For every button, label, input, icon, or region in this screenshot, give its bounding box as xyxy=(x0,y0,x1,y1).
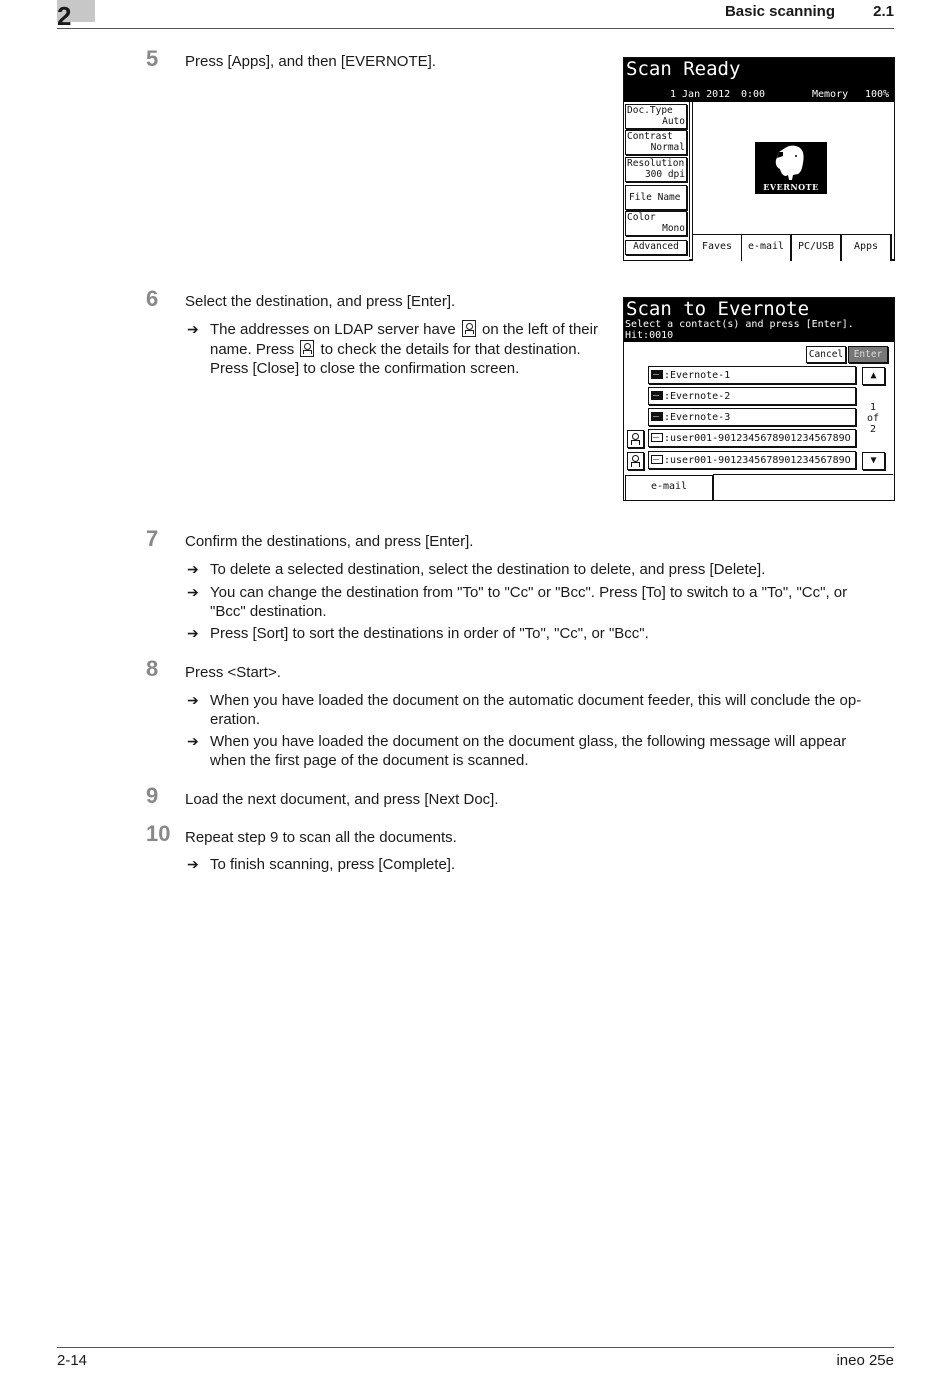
step-text: Load the next document, and press [Next Doc]. xyxy=(185,791,499,808)
bullet-fragment: on the left of their xyxy=(482,321,598,338)
evernote-app-button[interactable] xyxy=(755,142,827,194)
step-text: Confirm the destinations, and press [Enter]. xyxy=(185,533,474,550)
app-label: EVERNOTE xyxy=(763,182,819,192)
setting-label: Contrast xyxy=(627,131,673,142)
screen-time: 0:00 xyxy=(741,89,766,100)
bullet-fragment: to check the details for that destination. xyxy=(320,340,581,358)
setting-value: Normal xyxy=(650,142,685,153)
destination-label: :Evernote-2 xyxy=(664,391,731,402)
page-indicator xyxy=(862,402,884,435)
destination-item[interactable] xyxy=(648,366,856,384)
screen-title: Scan to Evernote xyxy=(626,298,810,320)
scan-to-evernote-screen xyxy=(623,297,895,501)
page-current: 1 xyxy=(869,402,877,413)
ldap-detail-button[interactable] xyxy=(627,430,644,448)
destination-label: :user001-901234567890123456789O xyxy=(664,433,851,444)
mail-icon xyxy=(651,433,663,442)
setting-value: 300 dpi xyxy=(644,169,685,180)
step-text: Select the destination, and press [Enter]. xyxy=(185,293,456,310)
step-text: Press <Start>. xyxy=(185,664,281,681)
mail-icon xyxy=(651,455,663,464)
step-text: Press [Apps], and then [EVERNOTE]. xyxy=(185,53,436,70)
bullet-arrow-icon: ➔ xyxy=(187,856,199,872)
step-number: 7 xyxy=(146,526,159,551)
memory-label: Memory xyxy=(812,89,849,100)
bullet-text: When you have loaded the document on the automatic document feeder, this will conclude the op- xyxy=(210,692,862,709)
bullet-arrow-icon: ➔ xyxy=(187,584,199,600)
header-rule xyxy=(57,28,894,29)
bullet-arrow-icon: ➔ xyxy=(187,625,199,641)
setting-label: Color xyxy=(627,212,656,223)
destination-label: :Evernote-1 xyxy=(664,370,731,381)
memory-value: 100% xyxy=(865,89,890,100)
ldap-detail-button[interactable] xyxy=(627,452,644,470)
cancel-button[interactable]: Cancel xyxy=(806,346,846,363)
step-number: 5 xyxy=(146,46,159,71)
setting-label: File Name xyxy=(629,192,681,203)
bullet-arrow-icon: ➔ xyxy=(187,321,199,337)
color-button[interactable] xyxy=(625,211,687,236)
person-icon xyxy=(462,320,476,337)
destination-item[interactable] xyxy=(648,429,856,447)
header-title: Basic scanning xyxy=(724,3,835,20)
page-total: 2 xyxy=(869,424,877,435)
step-number: 9 xyxy=(146,783,159,808)
bullet-fragment: The addresses on LDAP server have xyxy=(210,321,456,338)
tab-faves[interactable]: Faves xyxy=(692,234,742,261)
mail-icon xyxy=(651,391,663,400)
bullet-text: To finish scanning, press [Complete]. xyxy=(210,856,456,873)
resolution-button[interactable] xyxy=(625,157,687,182)
screen-title: Scan Ready xyxy=(626,58,741,80)
screen-date: 1 Jan 2012 xyxy=(670,89,731,100)
bullet-text: eration. xyxy=(210,711,261,728)
person-icon xyxy=(300,340,314,357)
destination-item[interactable] xyxy=(648,408,856,426)
tab-pc-usb[interactable]: PC/USB xyxy=(791,234,841,261)
header-section: 2.1 xyxy=(873,3,894,20)
advanced-button[interactable]: Advanced xyxy=(625,240,687,255)
screen-subtitle: Select a contact(s) and press [Enter]. xyxy=(625,319,854,330)
product-name: ineo 25e xyxy=(836,1352,894,1369)
setting-label: Doc.Type xyxy=(627,105,673,116)
step-number: 8 xyxy=(146,656,159,681)
bullet-text: When you have loaded the document on the document glass, the following message will appear xyxy=(210,733,847,750)
screen-header xyxy=(624,298,894,342)
footer-rule xyxy=(57,1347,894,1348)
chapter-number: 2 xyxy=(57,1,72,31)
destination-label: :user001-901234567890123456789O xyxy=(664,455,851,466)
scan-ready-screen xyxy=(623,57,895,261)
bullet-text: when the first page of the document is scanned. xyxy=(210,752,529,769)
contrast-button[interactable] xyxy=(625,130,687,155)
setting-label: Resolution xyxy=(627,158,685,169)
enter-button[interactable]: Enter xyxy=(848,346,888,363)
scroll-down-button[interactable]: ▼ xyxy=(862,452,885,470)
tab-e-mail[interactable]: e-mail xyxy=(625,475,714,500)
bullet-text: You can change the destination from "To" to "Cc" or "Bcc". Press [To] to switch to a "To", "Cc", or xyxy=(210,584,848,601)
tab-apps[interactable]: Apps xyxy=(841,234,892,261)
hit-count: Hit:0010 xyxy=(625,330,674,341)
scroll-up-button[interactable]: ▲ xyxy=(862,367,885,385)
bullet-arrow-icon: ➔ xyxy=(187,692,199,708)
bullet-fragment: Press [Close] to close the confirmation screen. xyxy=(210,360,520,377)
bullet-text: Press [Sort] to sort the destinations in order of "To", "Cc", or "Bcc". xyxy=(210,625,649,642)
bullet-fragment: name. Press xyxy=(210,340,295,358)
mail-icon xyxy=(651,412,663,421)
setting-value: Auto xyxy=(662,116,685,127)
setting-value: Mono xyxy=(662,223,685,234)
doc-type-button[interactable] xyxy=(625,104,687,129)
step-number: 10 xyxy=(146,821,171,846)
bullet-arrow-icon: ➔ xyxy=(187,733,199,749)
tab-baseline xyxy=(713,474,893,475)
page-number: 2-14 xyxy=(57,1352,88,1369)
step-number: 6 xyxy=(146,286,159,311)
destination-item[interactable] xyxy=(648,387,856,405)
screen-header xyxy=(624,58,894,102)
tab-e-mail[interactable]: e-mail xyxy=(741,234,791,261)
bullet-text: "Bcc" destination. xyxy=(210,603,327,620)
step-text: Repeat step 9 to scan all the documents. xyxy=(185,829,457,846)
mail-icon xyxy=(651,370,663,379)
file-name-button[interactable] xyxy=(625,185,687,210)
bullet-text: To delete a selected destination, select the destination to delete, and press [Delete]. xyxy=(210,561,766,578)
bullet-arrow-icon: ➔ xyxy=(187,561,199,577)
destination-label: :Evernote-3 xyxy=(664,412,731,423)
page-of: of xyxy=(866,413,880,424)
bullet-text xyxy=(210,320,620,379)
destination-item[interactable] xyxy=(648,451,856,469)
